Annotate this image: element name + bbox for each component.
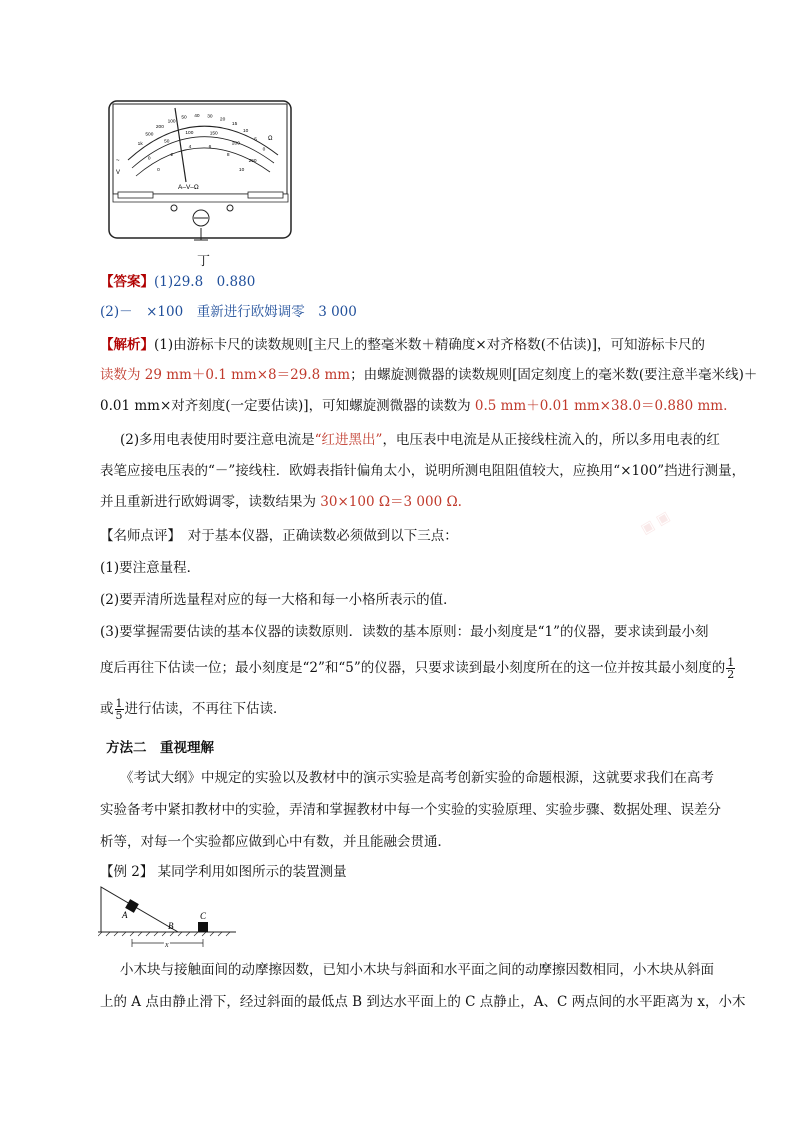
acScale-label: 8 [226, 153, 230, 159]
v-mark: V [116, 170, 121, 176]
method-heading: 方法二 重视理解 [106, 740, 214, 756]
ohmScale-label: 15 [231, 122, 238, 128]
ac-mark: ~ [116, 158, 120, 164]
dcScale-label: 50 [164, 139, 170, 145]
ohmScale-label: 0 [262, 147, 266, 153]
answer-text1: (1)29.8 0.880 [154, 274, 256, 290]
dcScale-label: 100 [185, 130, 194, 136]
dcScale-label: 150 [209, 131, 218, 137]
ohmScale-label: 500 [145, 132, 154, 138]
analysis-line2 [100, 365, 758, 385]
figure1-caption: 丁 [197, 254, 211, 269]
comment-item1: (1)要注意量程． [100, 560, 201, 576]
answer-tag: 【答案】 [100, 274, 154, 290]
analysis-line4 [120, 430, 725, 450]
ohmScale-label: 1k [137, 141, 143, 147]
acScale-label: 10 [238, 168, 245, 173]
watermark: ▣ ▣ [638, 508, 673, 538]
svg-text:x: x [165, 940, 169, 949]
ohmScale-label: 30 [207, 114, 213, 120]
analysis-text4: (2)多用电表使用时要注意电流是 [120, 432, 315, 448]
acScale-label: 4 [188, 145, 192, 150]
analysis-line6 [100, 492, 725, 512]
multimeter-figure [108, 100, 293, 250]
comment-or: 或 [100, 701, 114, 717]
incline-figure [98, 885, 238, 950]
ohmScale-label: 40 [194, 114, 200, 120]
ohmScale-label: 100 [167, 119, 176, 125]
ohm-symbol: Ω [268, 136, 273, 142]
method-para-line3: 析等，对每一个实验都应做到心中有数，并且能融会贯通． [100, 834, 451, 850]
method-para-line2: 实验备考中紧扣教材中的实验，弄清和掌握教材中每一个实验的实验原理、实验步骤、数据处理、误差分 [100, 802, 721, 818]
block-c [198, 922, 208, 932]
fraction-one-half: $\frac{1}{2}$ [727, 656, 735, 681]
analysis-text3: 0.01 mm×对齐刻度(一定要估读)]，可知螺旋测微器的读数为 [100, 398, 475, 414]
dcScale-label: 250 [248, 159, 257, 165]
analysis-red-in-black-out: “红进黑出” [314, 432, 383, 448]
comment-item3-line3 [100, 698, 725, 721]
comment-item3-line2 [100, 656, 735, 681]
acScale-label: 6 [208, 145, 212, 150]
example-para-line1: 小木块与接触面间的动摩擦因数，已知小木块与斜面和水平面之间的动摩擦因数相同，小木块从斜面 [120, 962, 714, 978]
analysis-line3 [100, 396, 728, 416]
comment-title: 【名师点评】 对于基本仪器，正确读数必须做到以下三点： [100, 528, 458, 544]
method-para-line1: 《考试大纲》中规定的实验以及教材中的演示实验是高考创新实验的命题根源，这就要求我们在高考 [120, 770, 714, 786]
analysis-micrometer-result: 0.5 mm＋0.01 mm×38.0＝0.880 mm. [474, 398, 728, 414]
ohmScale-label: 10 [243, 128, 249, 134]
acScale-label: 2 [170, 153, 174, 159]
answer-line2: (2)－ ×100 重新进行欧姆调零 3 000 [100, 304, 357, 320]
comment-item3-text3: 进行估读，不再往下估读． [124, 701, 287, 717]
example-title: 【例 2】 某同学利用如图所示的装置测量 [100, 864, 347, 880]
meter-label: A–V–Ω [178, 184, 199, 191]
analysis-ohm-result: 30×100 Ω＝3 000 Ω. [320, 494, 462, 510]
comment-item2: (2)要弄清所选量程对应的每一大格和每一小格所表示的值． [100, 592, 457, 608]
analysis-text2: ；由螺旋测微器的读数规则[固定刻度上的毫米数(要注意半毫米线)＋ [350, 367, 758, 383]
comment-item3-line1: (3)要掌握需要估读的基本仪器的读数原则．读数的基本原则：最小刻度是“1”的仪器，要求读到最小刻 [100, 624, 709, 640]
analysis-vernier-result: 读数为 29 mm＋0.1 mm×8＝29.8 mm [100, 367, 351, 383]
fraction-one-fifth: $\frac{1}{5}$ [115, 697, 123, 722]
svg-text:C: C [200, 911, 207, 921]
analysis-text1: (1)由游标卡尺的读数规则[主尺上的整毫米数＋精确度×对齐格数(不估读)]，可知游标卡尺的 [154, 337, 706, 353]
svg-text:A: A [122, 910, 128, 920]
ohmScale-label: 20 [219, 117, 226, 123]
analysis-line1 [100, 335, 725, 355]
ohmScale-label: 5 [254, 137, 257, 143]
ohmScale-label: 50 [181, 115, 187, 121]
answer-line1 [100, 272, 725, 292]
analysis-tag: 【解析】 [100, 337, 154, 353]
dcScale-label: 0 [147, 156, 151, 162]
svg-text:B: B [168, 921, 174, 931]
acScale-label: 0 [157, 168, 160, 173]
analysis-text5: ，电压表中电流是从正接线柱流入的，所以多用电表的红 [382, 432, 720, 448]
analysis-line5: 表笔应接电压表的“－”接线柱．欧姆表指针偏角太小，说明所测电阻阻值较大，应换用“×100”挡进行测量， [100, 463, 746, 479]
ohmScale-label: 200 [155, 125, 164, 131]
comment-item3-text2: 度后再往下估读一位；最小刻度是“2”和“5”的仪器，只要求读到最小刻度所在的这一位并按其最小刻度的 [100, 660, 726, 676]
dcScale-label: 200 [231, 141, 240, 147]
example-para-line2: 上的 A 点由静止滑下，经过斜面的最低点 B 到达水平面上的 C 点静止，A、C 两点间的水平距离为 x，小木 [100, 994, 746, 1010]
analysis-text6: 并且重新进行欧姆调零，读数结果为 [100, 494, 321, 510]
